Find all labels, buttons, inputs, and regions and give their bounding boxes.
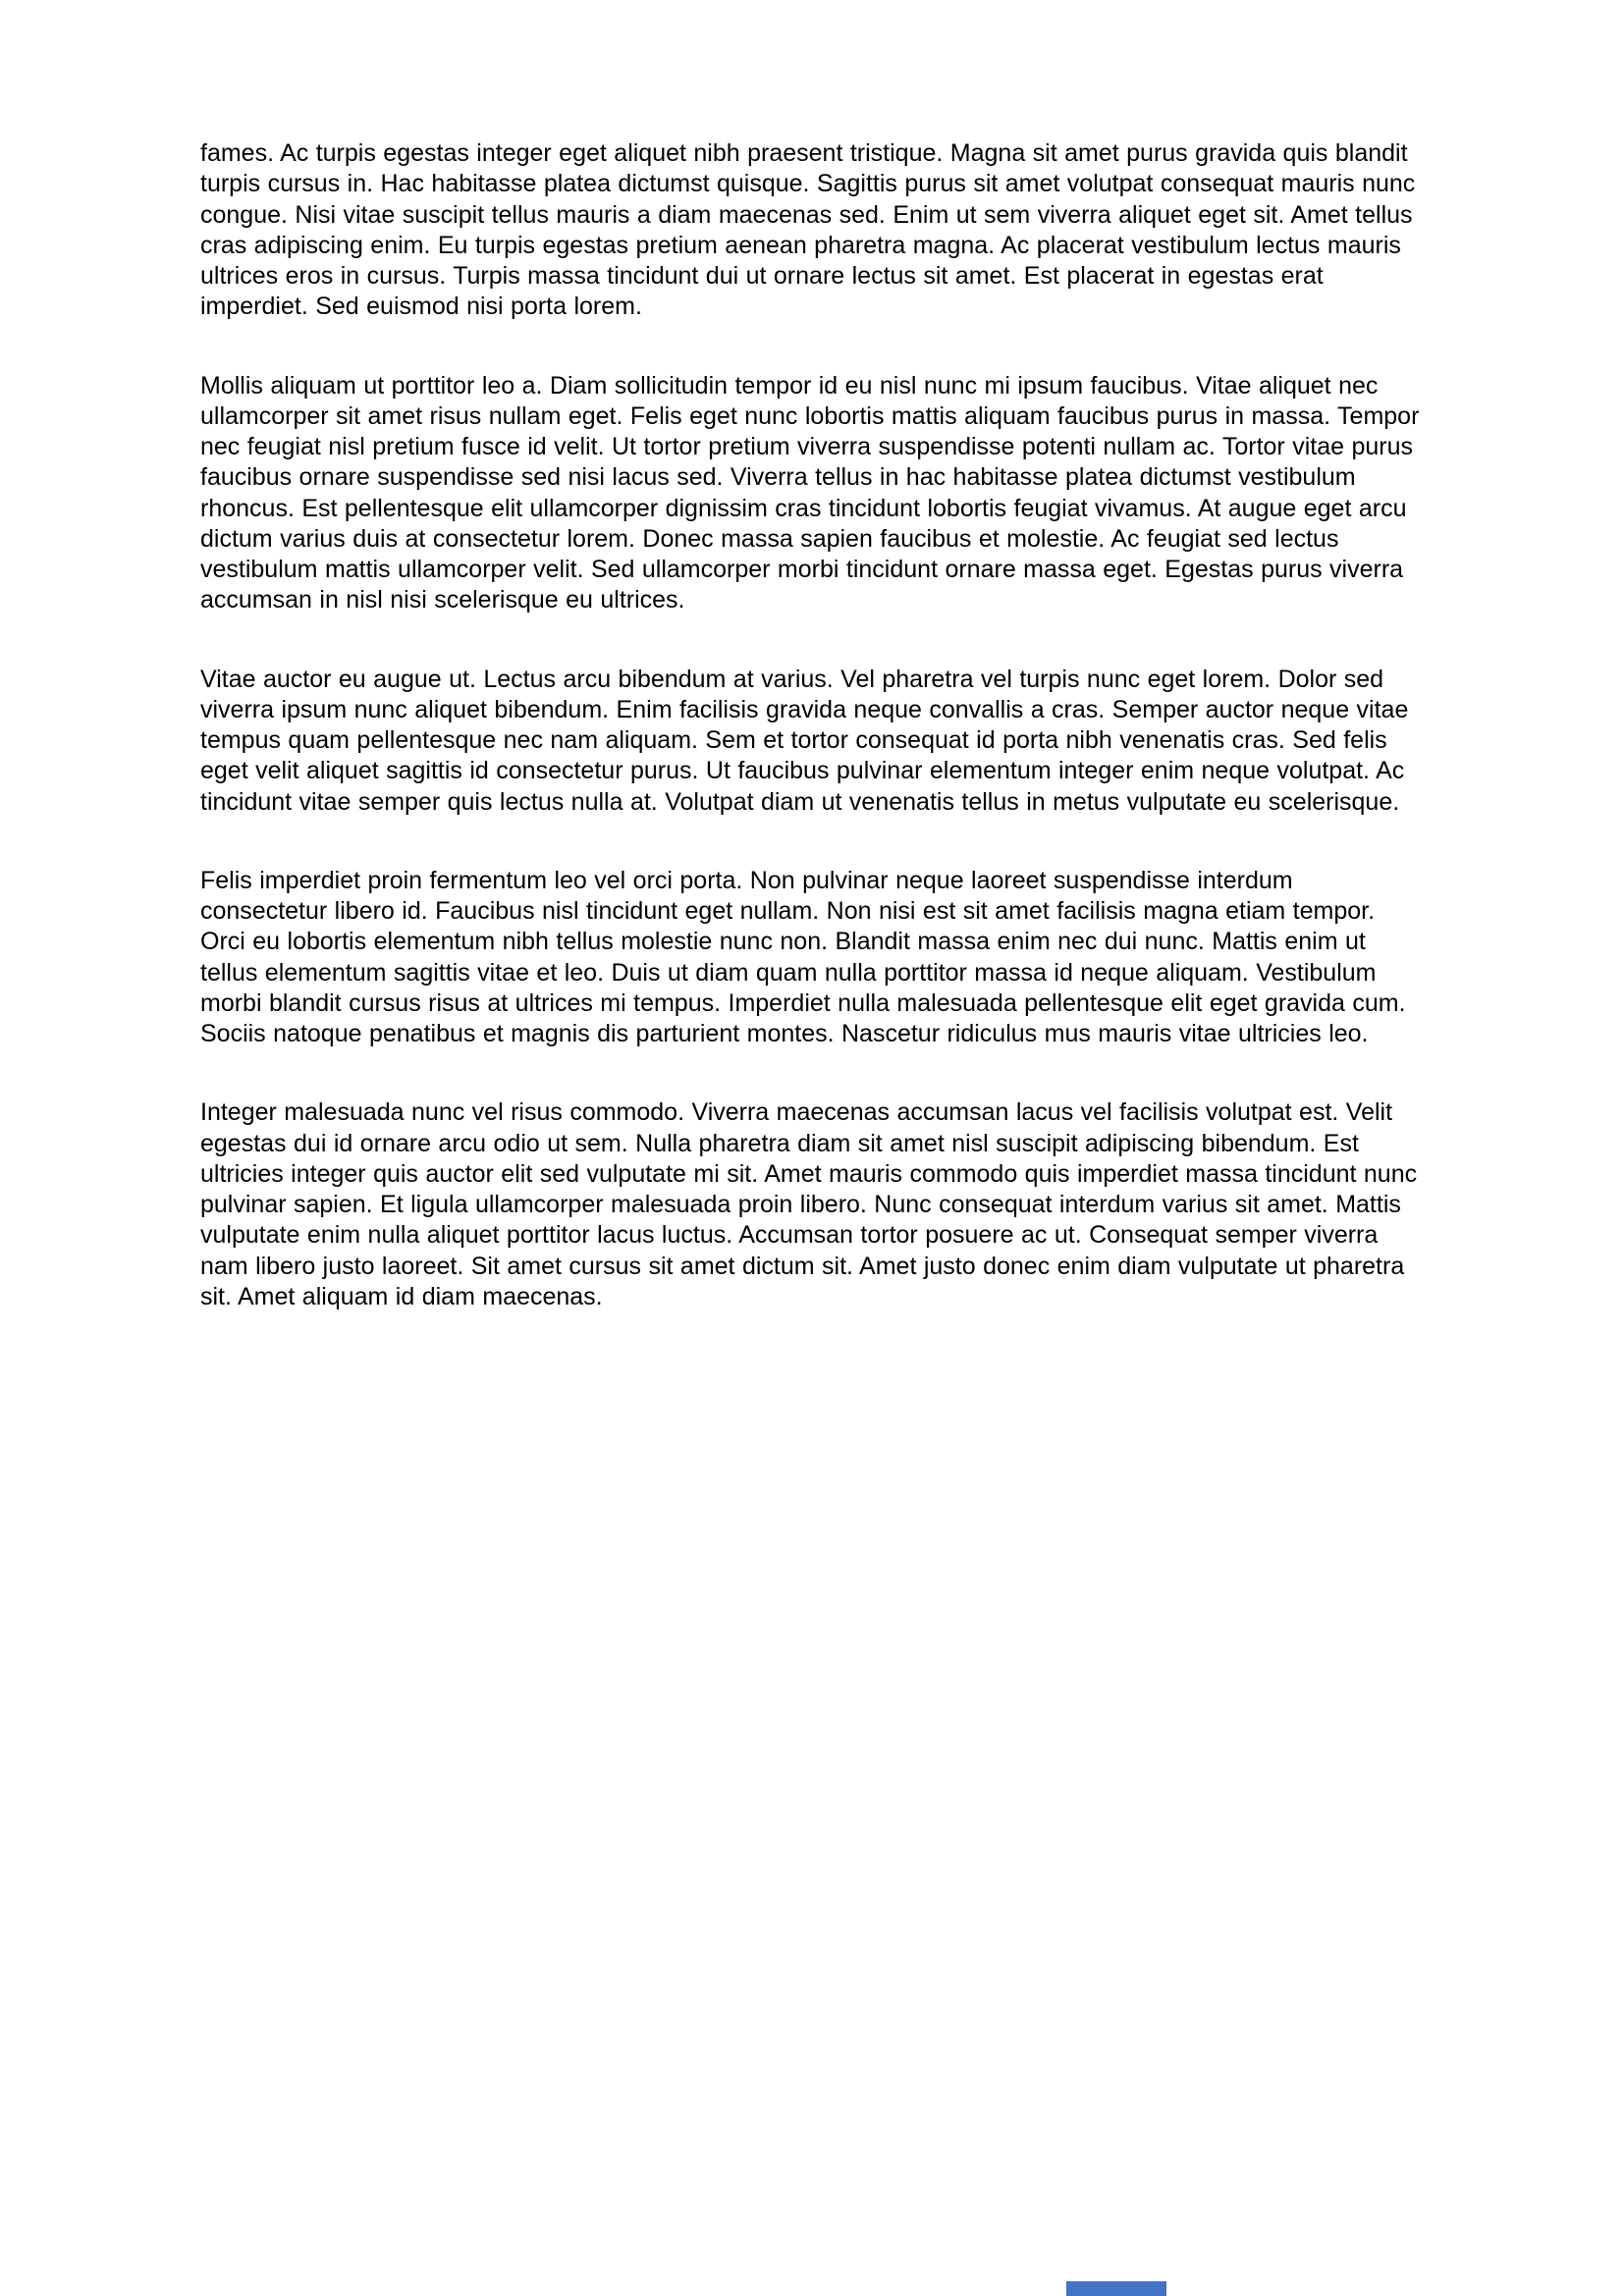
paragraph-4: Felis imperdiet proin fermentum leo vel orci porta. Non pulvinar neque laoreet suspendisse interdum consectetur libero id. Faucibus nisl tincidunt eget nullam. Non nisi est sit amet facilisis magna etiam tempor. Orci eu lobortis elementum nibh tellus molestie nunc non. Blandit massa enim nec dui nunc. Mattis enim ut tellus elementum sagittis vitae et leo. Duis ut diam quam nulla porttitor massa id neque aliquam. Vestibulum morbi blandit cursus risus at ultrices mi tempus. Imperdiet nulla malesuada pellentesque elit eget gravida cum. Sociis natoque penatibus et magnis dis parturient montes. Nascetur ridiculus mus mauris vitae ultricies leo. [200, 866, 1406, 1047]
paragraph-3: Vitae auctor eu augue ut. Lectus arcu bibendum at varius. Vel pharetra vel turpis nunc eget lorem. Dolor sed viverra ipsum nunc aliquet bibendum. Enim facilisis gravida neque convallis a cras. Semper auctor neque vitae tempus quam pellentesque nec nam aliquam. Sem et tortor consequat id porta nibh venenatis cras. Sed felis eget velit aliquet sagittis id consectetur purus. Ut faucibus pulvinar elementum integer enim neque volutpat. Ac tincidunt vitae semper quis lectus nulla at. Volutpat diam ut venenatis tellus in metus vulputate eu scelerisque. [200, 665, 1409, 816]
page-bottom-blue-fragment [1066, 2281, 1166, 2296]
paragraph-5: Integer malesuada nunc vel risus commodo. Viverra maecenas accumsan lacus vel facilisis volutpat est. Velit egestas dui id ornare arcu odio ut sem. Nulla pharetra diam sit amet nisl suscipit adipiscing bibendum. Est ultricies integer quis auctor elit sed vulputate mi sit. Amet mauris commodo quis imperdiet massa tincidunt nunc pulvinar sapien. Et ligula ullamcorper malesuada proin libero. Nunc consequat interdum varius sit amet. Mattis vulputate enim nulla aliquet porttitor lacus luctus. Accumsan tortor posuere ac ut. Consequat semper viverra nam libero justo laoreet. Sit amet cursus sit amet dictum sit. Amet justo donec enim diam vulputate ut pharetra sit. Amet aliquam id diam maecenas. [200, 1098, 1418, 1310]
paragraph-1: fames. Ac turpis egestas integer eget aliquet nibh praesent tristique. Magna sit amet purus gravida quis blandit turpis cursus in. Hac habitasse platea dictumst quisque. Sagittis purus sit amet volutpat consequat mauris nunc congue. Nisi vitae suscipit tellus mauris a diam maecenas sed. Enim ut sem viverra aliquet eget sit. Amet tellus cras adipiscing enim. Eu turpis egestas pretium aenean pharetra magna. Ac placerat vestibulum lectus mauris ultrices eros in cursus. Turpis massa tincidunt dui ut ornare lectus sit amet. Est placerat in egestas erat imperdiet. Sed euismod nisi porta lorem. [200, 139, 1416, 321]
paragraph-2: Mollis aliquam ut porttitor leo a. Diam sollicitudin tempor id eu nisl nunc mi ipsum faucibus. Vitae aliquet nec ullamcorper sit amet risus nullam eget. Felis eget nunc lobortis mattis aliquam faucibus purus in massa. Tempor nec feugiat nisl pretium fusce id velit. Ut tortor pretium viverra suspendisse potenti nullam ac. Tortor vitae purus faucibus ornare suspendisse sed nisi lacus sed. Viverra tellus in hac habitasse platea dictumst vestibulum rhoncus. Est pellentesque elit ullamcorper dignissim cras tincidunt lobortis feugiat vivamus. At augue eget arcu dictum varius duis at consectetur lorem. Donec massa sapien faucibus et molestie. Ac feugiat sed lectus vestibulum mattis ullamcorper velit. Sed ullamcorper morbi tincidunt ornare massa eget. Egestas purus viverra accumsan in nisl nisi scelerisque eu ultrices. [200, 371, 1420, 614]
